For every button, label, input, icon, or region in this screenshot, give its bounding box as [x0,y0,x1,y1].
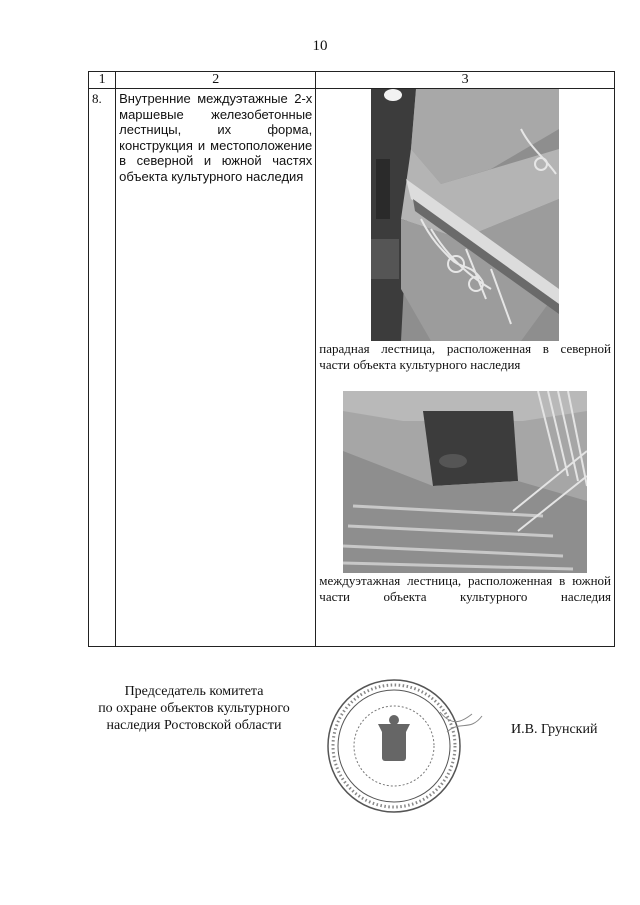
photo-caption-north: парадная лестница, расположенная в северной части объекта культурного наследия [319,341,611,372]
signatory-title-line: наследия Ростовской области [106,718,282,733]
page-number: 10 [312,38,328,54]
signatory-title [80,683,308,734]
photo-cell [316,89,615,647]
column-header-2: 2 [116,72,316,89]
signatory-title-line: по охране объектов культурного [98,701,290,716]
staircase-photo-south [343,391,587,573]
official-seal [322,672,492,822]
column-header-3: 3 [316,72,615,89]
row-description: Внутренние междуэтажные 2-х маршевые железобетонные лестницы, их форма, конструкция и местоположение в северной и южной частях объекта культурного наследия [116,89,316,647]
column-header-1: 1 [89,72,116,89]
table-header-row [89,72,615,89]
signatory-title-line: Председатель комитета [124,684,264,699]
photo-caption-south: междуэтажная лестница, расположенная в южной части объекта культурного наследия [319,573,611,604]
table-row [89,89,615,647]
staircase-photo-north [371,89,559,341]
row-number: 8. [89,89,116,647]
monument-features-table [88,71,615,647]
signatory-name: И.В. Грунский [511,722,598,737]
